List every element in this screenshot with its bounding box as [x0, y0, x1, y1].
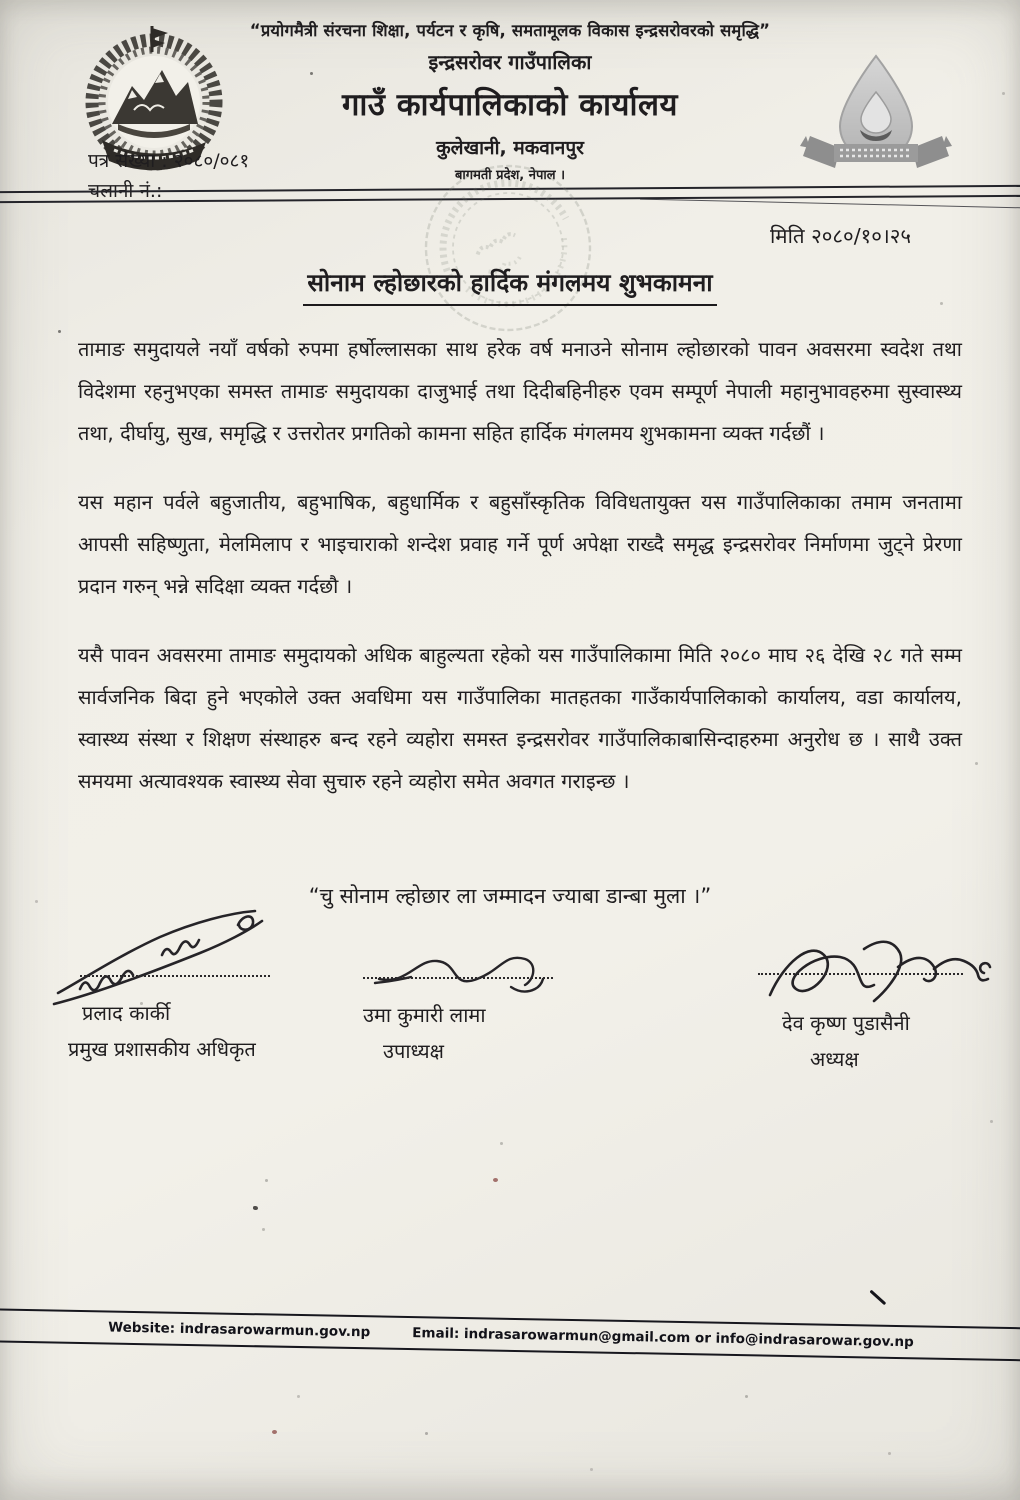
footer-contact-bar — [0, 1308, 1020, 1361]
signatory-title: प्रमुख प्रशासकीय अधिकृत — [68, 1037, 256, 1061]
signature-scribble-cao — [50, 909, 275, 1009]
signature-dotted-line — [758, 973, 963, 975]
dispatch-number: चलानी नं.: — [88, 180, 163, 202]
body-paragraph-3: यसै पावन अवसरमा तामाङ समुदायको अधिक बाहुल्यता रहेको यस गाउँपालिकामा मिति २०८० माघ २६ देखि २८ गते सम्म सार्वजनिक बिदा हुने भएकोले उक्त अवधिमा यस गाउँपालिका मातहतका गाउँकार्यपालिकाको कार्यालय, वडा कार्यालय, स्वास्थ्य संस्था र शिक्षण संस्थाहरु बन्द रहने व्यहोरा समस्त इन्द्रसरोवर गाउँपालिकाबासिन्दाहरुमा अनुरोध छ । साथै उक्त समयमा अत्यावश्यक स्वास्थ्य सेवा सुचारु रहने व्यहोरा समेत अवगत गराइन्छ । — [78, 643, 962, 793]
ref-number: पत्र संख्या : २०८०/०८१ — [88, 150, 250, 172]
footer-website: Website: indrasarowarmun.gov.np — [108, 1319, 371, 1341]
letter-title: सोनाम ल्होछारको हार्दिक मंगलमय शुभकामना — [303, 266, 716, 306]
municipality-name: इन्द्रसरोवर गाउँपालिका — [428, 50, 592, 74]
office-name: गाउँ कार्यपालिकाको कार्यालय — [341, 87, 679, 123]
letterhead-motto: “प्रयोगमैत्री संरचना शिक्षा, पर्यटन र कृषि, समतामूलक विकास इन्द्रसरोवरको समृद्धि” — [249, 21, 771, 40]
signature-dotted-line — [80, 975, 270, 977]
office-location: कुलेखानी, मकवानपुर — [436, 137, 584, 159]
signatory-title: उपाध्यक्ष — [383, 1039, 444, 1063]
slogan-line: “चु सोनाम ल्होछार ला जम्मादन ज्याबा डान्बा मुला ।” — [308, 884, 712, 908]
signatory-name: देव कृष्ण पुडासैनी — [782, 1011, 910, 1035]
round-office-stamp — [408, 148, 608, 348]
letter-date: मिति २०८०/१०।२५ — [770, 224, 912, 248]
header-rule-segment — [640, 199, 1020, 209]
signature-scribble-vice-chair — [373, 945, 553, 1003]
signatory-title: अध्यक्ष — [810, 1047, 859, 1071]
letter-title-row — [0, 266, 1020, 306]
signatory-block-vice-chair — [355, 915, 615, 1075]
signatory-block-cao — [50, 915, 350, 1075]
signature-dotted-line — [363, 977, 553, 979]
office-province: बागमती प्रदेश, नेपाल । — [454, 168, 566, 183]
body-paragraph-2: यस महान पर्वले बहुजातीय, बहुभाषिक, बहुधार्मिक र बहुसाँस्कृतिक विविधतायुक्त यस गाउँपालिकाका तमाम जनतामा आपसी सहिष्णुता, मेलमिलाप र भाइचाराको शन्देश प्रवाह गर्ने पूर्ण अपेक्षा राख्दै समृद्ध इन्द्रसरोवर निर्माणमा जुट्ने प्रेरणा प्रदान गरुन् भन्ने सदिक्षा व्यक्त गर्दछौ । — [78, 490, 962, 598]
footer-email: Email: indrasarowarmun@gmail.com or info@indrasarowar.gov.np — [412, 1325, 914, 1351]
signatory-name: उमा कुमारी लामा — [363, 1003, 486, 1027]
signatory-block-chair — [740, 915, 1020, 1075]
signatory-name: प्रलाद कार्की — [82, 1001, 171, 1025]
body-paragraph-1: तामाङ समुदायले नयाँ वर्षको रुपमा हर्षोल्लासका साथ हरेक वर्ष मनाउने सोनाम ल्होछारको पावन अवसरमा स्वदेश तथा विदेशमा रहनुभएका समस्त तामाङ समुदायका दाजुभाई तथा दिदीबहिनीहरु एवम सम्पूर्ण नेपाली महानुभावहरुमा सुस्वास्थ्य तथा, दीर्घायु, सुख, समृद्धि र उत्तरोतर प्रगतिको कामना सहित हार्दिक मंगलमय शुभकामना व्यक्त गर्दछौं । — [78, 337, 962, 445]
pen-mark — [870, 1290, 887, 1305]
letter-body — [78, 328, 962, 829]
